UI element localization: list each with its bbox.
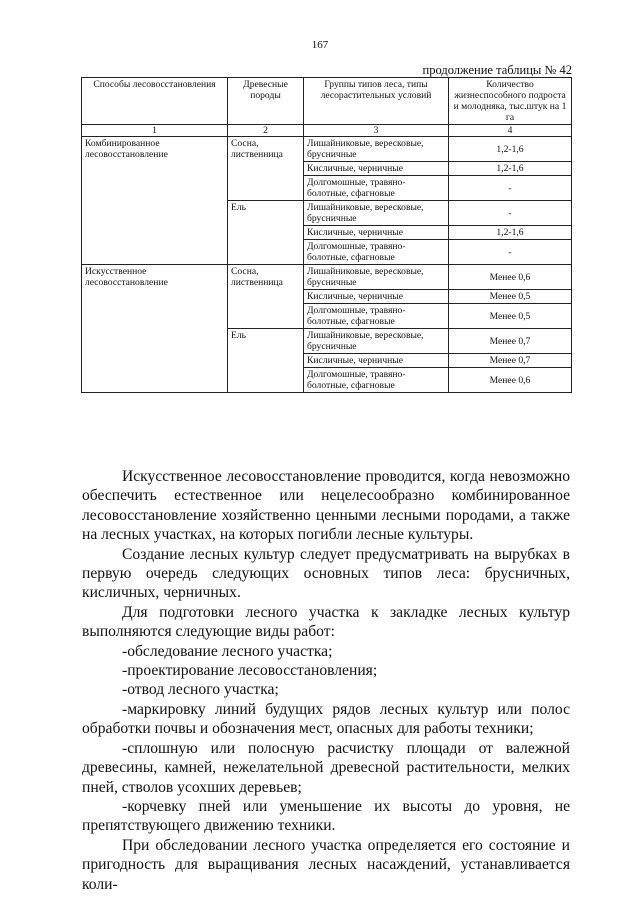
- forest-type-cell: Долгомошные, травяно-болотные, сфагновые: [304, 304, 449, 329]
- quantity-cell: 1,2-1,6: [449, 162, 572, 176]
- quantity-cell: Менее 0,7: [449, 354, 572, 368]
- forest-type-cell: Долгомошные, травяно-болотные, сфагновые: [304, 176, 449, 201]
- list-item: -корчевку пней или уменьшение их высоты до уровня, не препятствующего движению техники.: [82, 797, 570, 835]
- header-quantity: Количество жизнеспособного подроста и молодняка, тыс.штук на 1 га: [449, 78, 572, 125]
- species-cell: Ель: [228, 329, 304, 393]
- body-text: [82, 467, 570, 894]
- table-caption: продолжение таблицы № 42: [422, 63, 572, 77]
- paragraph: Искусственное лесовосстановление проводится, когда невозможно обеспечить естественное или нецелесообразно комбинированное лесовосстановление хозяйственно ценными лесными породами, а также на лесных участках, на которых погибли лесные культуры.: [82, 468, 570, 544]
- forest-type-cell: Долгомошные, травяно-болотные, сфагновые: [304, 368, 449, 393]
- list-item: -проектирование лесовосстановления;: [122, 662, 378, 680]
- column-number: 4: [449, 125, 572, 137]
- paragraph: Для подготовки лесного участка к закладке лесных культур выполняются следующие виды работ:: [82, 603, 570, 641]
- species-cell: Ель: [228, 201, 304, 265]
- forest-type-cell: Лишайниковые, вересковые, брусничные: [304, 201, 449, 226]
- table-row: [82, 137, 572, 162]
- column-number-row: [82, 125, 572, 137]
- quantity-cell: Менее 0,7: [449, 329, 572, 354]
- method-cell: Искусственное лесовосстановление: [82, 265, 228, 393]
- column-number: 1: [82, 125, 228, 137]
- forest-type-cell: Кисличные, черничные: [304, 162, 449, 176]
- forest-type-cell: Лишайниковые, вересковые, брусничные: [304, 137, 449, 162]
- page-number: 167: [311, 39, 329, 51]
- paragraph: При обследовании лесного участка определяется его состояние и пригодность для выращивания лесных насаждений, устанавливается коли-: [82, 836, 570, 893]
- list-item: -маркировку линий будущих рядов лесных культур или полос обработки почвы и обозначения мест, опасных для работы техники;: [82, 700, 570, 738]
- quantity-cell: Менее 0,6: [449, 368, 572, 393]
- forest-type-cell: Лишайниковые, вересковые, брусничные: [304, 265, 449, 290]
- quantity-cell: -: [449, 201, 572, 226]
- quantity-cell: Менее 0,6: [449, 265, 572, 290]
- quantity-cell: 1,2-1,6: [449, 137, 572, 162]
- table-row: [82, 265, 572, 290]
- forest-type-cell: Кисличные, черничные: [304, 226, 449, 240]
- column-number: 2: [228, 125, 304, 137]
- list-item: -отвод лесного участка;: [122, 681, 279, 699]
- header-method: Способы лесовосстановления: [82, 78, 228, 125]
- forest-type-cell: Кисличные, черничные: [304, 354, 449, 368]
- quantity-cell: 1,2-1,6: [449, 226, 572, 240]
- header-species: Древесные породы: [228, 78, 304, 125]
- table-header-row: [82, 78, 572, 125]
- quantity-cell: Менее 0,5: [449, 290, 572, 304]
- forest-type-cell: Лишайниковые, вересковые, брусничные: [304, 329, 449, 354]
- species-cell: Сосна, лиственница: [228, 137, 304, 201]
- column-number: 3: [304, 125, 449, 137]
- list-item: -обследование лесного участка;: [122, 642, 333, 660]
- forest-type-cell: Кисличные, черничные: [304, 290, 449, 304]
- forest-restoration-table: [81, 77, 572, 393]
- list-item: -сплошную или полосную расчистку площади от валежной древесины, камней, нежелательной древесной растительности, мелких пней, стволов усохших деревьев;: [82, 739, 570, 796]
- quantity-cell: Менее 0,5: [449, 304, 572, 329]
- quantity-cell: -: [449, 240, 572, 265]
- forest-type-cell: Долгомошные, травяно-болотные, сфагновые: [304, 240, 449, 265]
- quantity-cell: -: [449, 176, 572, 201]
- header-forest-type: Группы типов леса, типы лесорастительных условий: [304, 78, 449, 125]
- species-cell: Сосна, лиственница: [228, 265, 304, 329]
- method-cell: Комбинированное лесовосстановление: [82, 137, 228, 265]
- paragraph: Создание лесных культур следует предусматривать на вырубках в первую очередь следующих основных типов леса: брусничных, кисличных, черничных.: [82, 545, 570, 602]
